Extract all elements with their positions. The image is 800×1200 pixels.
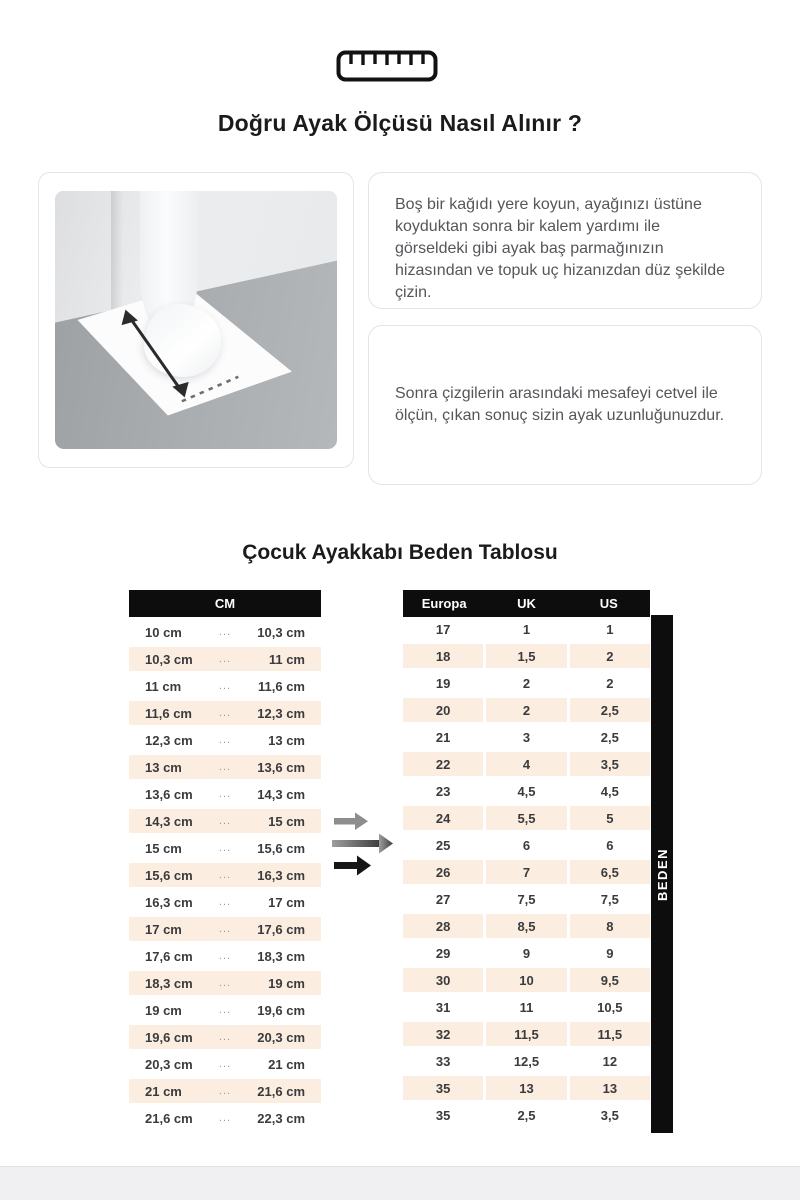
us-cell: 2 [570, 644, 650, 668]
europa-cell: 18 [403, 644, 483, 668]
cm-from-cell: 14,3 cm [129, 809, 208, 833]
table-row [129, 701, 321, 725]
uk-cell: 12,5 [486, 1049, 566, 1073]
table-row [129, 620, 321, 644]
cm-from-cell: 21 cm [129, 1079, 208, 1103]
cm-separator-cell: ... [208, 971, 243, 995]
us-cell: 2,5 [570, 698, 650, 722]
cm-separator-cell: ... [208, 1106, 243, 1130]
table-row [403, 725, 650, 749]
cm-to-cell: 14,3 cm [242, 782, 321, 806]
table-row [129, 836, 321, 860]
table-row [403, 941, 650, 965]
cm-separator-cell: ... [208, 755, 243, 779]
size-table-body [403, 617, 650, 1127]
size-table-title: Çocuk Ayakkabı Beden Tablosu [242, 541, 558, 564]
cm-from-cell: 19 cm [129, 998, 208, 1022]
cm-from-cell: 10,3 cm [129, 647, 208, 671]
cm-from-cell: 19,6 cm [129, 1025, 208, 1049]
cm-to-cell: 22,3 cm [242, 1106, 321, 1130]
cm-from-cell: 17,6 cm [129, 944, 208, 968]
cm-separator-cell: ... [208, 782, 243, 806]
europa-cell: 28 [403, 914, 483, 938]
page-title: Doğru Ayak Ölçüsü Nasıl Alınır ? [217, 110, 583, 136]
uk-cell: 4 [486, 752, 566, 776]
cm-separator-cell: ... [208, 863, 243, 887]
table-row [403, 1022, 650, 1046]
europa-cell: 21 [403, 725, 483, 749]
us-cell: 9 [570, 941, 650, 965]
cm-separator-cell: ... [208, 917, 243, 941]
cm-separator-cell: ... [208, 701, 243, 725]
europa-cell: 31 [403, 995, 483, 1019]
cm-separator-cell: ... [208, 674, 243, 698]
europa-cell: 29 [403, 941, 483, 965]
cm-separator-cell: ... [208, 944, 243, 968]
cm-from-cell: 11 cm [129, 674, 208, 698]
us-cell: 7,5 [570, 887, 650, 911]
cm-from-cell: 15,6 cm [129, 863, 208, 887]
cm-separator-cell: ... [208, 890, 243, 914]
cm-to-cell: 13,6 cm [242, 755, 321, 779]
europa-cell: 33 [403, 1049, 483, 1073]
table-row [403, 617, 650, 641]
cm-table-header: CM [129, 590, 321, 617]
cm-from-cell: 16,3 cm [129, 890, 208, 914]
table-row [129, 944, 321, 968]
cm-separator-cell: ... [208, 620, 243, 644]
cm-to-cell: 12,3 cm [242, 701, 321, 725]
table-row [129, 971, 321, 995]
uk-cell: 9 [486, 941, 566, 965]
us-cell: 11,5 [570, 1022, 650, 1046]
table-row [403, 644, 650, 668]
uk-cell: 6 [486, 833, 566, 857]
uk-cell: 7,5 [486, 887, 566, 911]
cm-from-cell: 13 cm [129, 755, 208, 779]
us-cell: 6 [570, 833, 650, 857]
uk-cell: 1 [486, 617, 566, 641]
cm-from-cell: 12,3 cm [129, 728, 208, 752]
cm-separator-cell: ... [208, 647, 243, 671]
cm-to-cell: 17 cm [242, 890, 321, 914]
cm-to-cell: 10,3 cm [242, 620, 321, 644]
us-cell: 4,5 [570, 779, 650, 803]
table-row [403, 968, 650, 992]
cm-to-cell: 20,3 cm [242, 1025, 321, 1049]
table-row [129, 728, 321, 752]
cm-separator-cell: ... [208, 1079, 243, 1103]
us-cell: 8 [570, 914, 650, 938]
table-row [129, 782, 321, 806]
uk-cell: 13 [486, 1076, 566, 1100]
table-row [403, 1049, 650, 1073]
cm-from-cell: 21,6 cm [129, 1106, 208, 1130]
us-cell: 10,5 [570, 995, 650, 1019]
table-row [129, 1025, 321, 1049]
beden-side-label-text: BEDEN [654, 847, 670, 901]
europa-cell: 27 [403, 887, 483, 911]
table-row [403, 779, 650, 803]
cm-separator-cell: ... [208, 728, 243, 752]
cm-to-cell: 21,6 cm [242, 1079, 321, 1103]
uk-cell: 10 [486, 968, 566, 992]
europa-cell: 23 [403, 779, 483, 803]
uk-cell: 11,5 [486, 1022, 566, 1046]
uk-cell: 2 [486, 671, 566, 695]
size-table [403, 590, 650, 1130]
us-cell: 3,5 [570, 1103, 650, 1127]
cm-separator-cell: ... [208, 836, 243, 860]
uk-cell: 2 [486, 698, 566, 722]
uk-cell: 3 [486, 725, 566, 749]
table-row [403, 806, 650, 830]
table-row [129, 1106, 321, 1130]
table-row [129, 809, 321, 833]
cm-separator-cell: ... [208, 809, 243, 833]
cm-table [129, 590, 321, 1133]
foot-measurement-photo [55, 191, 337, 449]
us-cell: 1 [570, 617, 650, 641]
cm-to-cell: 19,6 cm [242, 998, 321, 1022]
instruction-step-2: Sonra çizgilerin arasındaki mesafeyi cetvel ile ölçün, çıkan sonuç sizin ayak uzunluğunuzdur. [395, 385, 725, 424]
us-cell: 6,5 [570, 860, 650, 884]
cm-to-cell: 13 cm [242, 728, 321, 752]
europa-cell: 20 [403, 698, 483, 722]
cm-from-cell: 17 cm [129, 917, 208, 941]
uk-cell: 7 [486, 860, 566, 884]
table-row [403, 671, 650, 695]
transfer-arrows-icon [330, 808, 408, 880]
cm-to-cell: 15 cm [242, 809, 321, 833]
europa-cell: 26 [403, 860, 483, 884]
table-row [129, 917, 321, 941]
cm-to-cell: 17,6 cm [242, 917, 321, 941]
cm-from-cell: 11,6 cm [129, 701, 208, 725]
europa-cell: 17 [403, 617, 483, 641]
cm-to-cell: 11 cm [242, 647, 321, 671]
cm-to-cell: 21 cm [242, 1052, 321, 1076]
table-row [403, 1103, 650, 1127]
instruction-card-2 [368, 325, 762, 485]
size-table-header-europa: Europa [421, 596, 467, 611]
europa-cell: 19 [403, 671, 483, 695]
us-cell: 3,5 [570, 752, 650, 776]
table-row [129, 1052, 321, 1076]
table-row [403, 833, 650, 857]
measure-arrow-icon [55, 191, 337, 449]
us-cell: 12 [570, 1049, 650, 1073]
beden-side-label [651, 615, 673, 1133]
cm-to-cell: 11,6 cm [242, 674, 321, 698]
cm-from-cell: 18,3 cm [129, 971, 208, 995]
us-cell: 13 [570, 1076, 650, 1100]
table-row [129, 647, 321, 671]
uk-cell: 11 [486, 995, 566, 1019]
table-row [403, 752, 650, 776]
table-row [129, 890, 321, 914]
uk-cell: 1,5 [486, 644, 566, 668]
cm-table-body [129, 620, 321, 1130]
table-row [403, 860, 650, 884]
europa-cell: 35 [403, 1076, 483, 1100]
us-cell: 9,5 [570, 968, 650, 992]
size-table-header-uk: UK [517, 596, 536, 611]
uk-cell: 4,5 [486, 779, 566, 803]
uk-cell: 5,5 [486, 806, 566, 830]
size-table-header-us: US [599, 596, 618, 611]
cm-separator-cell: ... [208, 1052, 243, 1076]
cm-table-grid [129, 617, 321, 1133]
cm-to-cell: 19 cm [242, 971, 321, 995]
instruction-step-1: Boş bir kağıdı yere koyun, ayağınızı üstüne koyduktan sonra bir kalem yardımı ile görseldeki gibi ayak baş parmağınızın hizasından ve topuk uç hizanızdan düz şekilde çizin. [395, 196, 725, 301]
europa-cell: 24 [403, 806, 483, 830]
footer-band [0, 1166, 800, 1200]
size-table-header [403, 590, 650, 617]
table-row [129, 863, 321, 887]
uk-cell: 2,5 [486, 1103, 566, 1127]
instruction-card-1 [368, 172, 762, 309]
cm-from-cell: 10 cm [129, 620, 208, 644]
cm-from-cell: 15 cm [129, 836, 208, 860]
europa-cell: 25 [403, 833, 483, 857]
cm-to-cell: 15,6 cm [242, 836, 321, 860]
cm-separator-cell: ... [208, 998, 243, 1022]
cm-from-cell: 20,3 cm [129, 1052, 208, 1076]
cm-to-cell: 18,3 cm [242, 944, 321, 968]
cm-separator-cell: ... [208, 1025, 243, 1049]
us-cell: 2 [570, 671, 650, 695]
table-row [403, 698, 650, 722]
table-row [129, 998, 321, 1022]
table-row [129, 755, 321, 779]
table-row [129, 1079, 321, 1103]
cm-from-cell: 13,6 cm [129, 782, 208, 806]
europa-cell: 22 [403, 752, 483, 776]
europa-cell: 35 [403, 1103, 483, 1127]
table-row [403, 914, 650, 938]
uk-cell: 8,5 [486, 914, 566, 938]
europa-cell: 32 [403, 1022, 483, 1046]
table-row [129, 674, 321, 698]
europa-cell: 30 [403, 968, 483, 992]
table-row [403, 887, 650, 911]
cm-to-cell: 16,3 cm [242, 863, 321, 887]
table-row [403, 1076, 650, 1100]
foot-measurement-photo-card [38, 172, 354, 468]
us-cell: 5 [570, 806, 650, 830]
size-table-grid [400, 614, 653, 1130]
ruler-icon [336, 50, 438, 82]
table-row [403, 995, 650, 1019]
us-cell: 2,5 [570, 725, 650, 749]
